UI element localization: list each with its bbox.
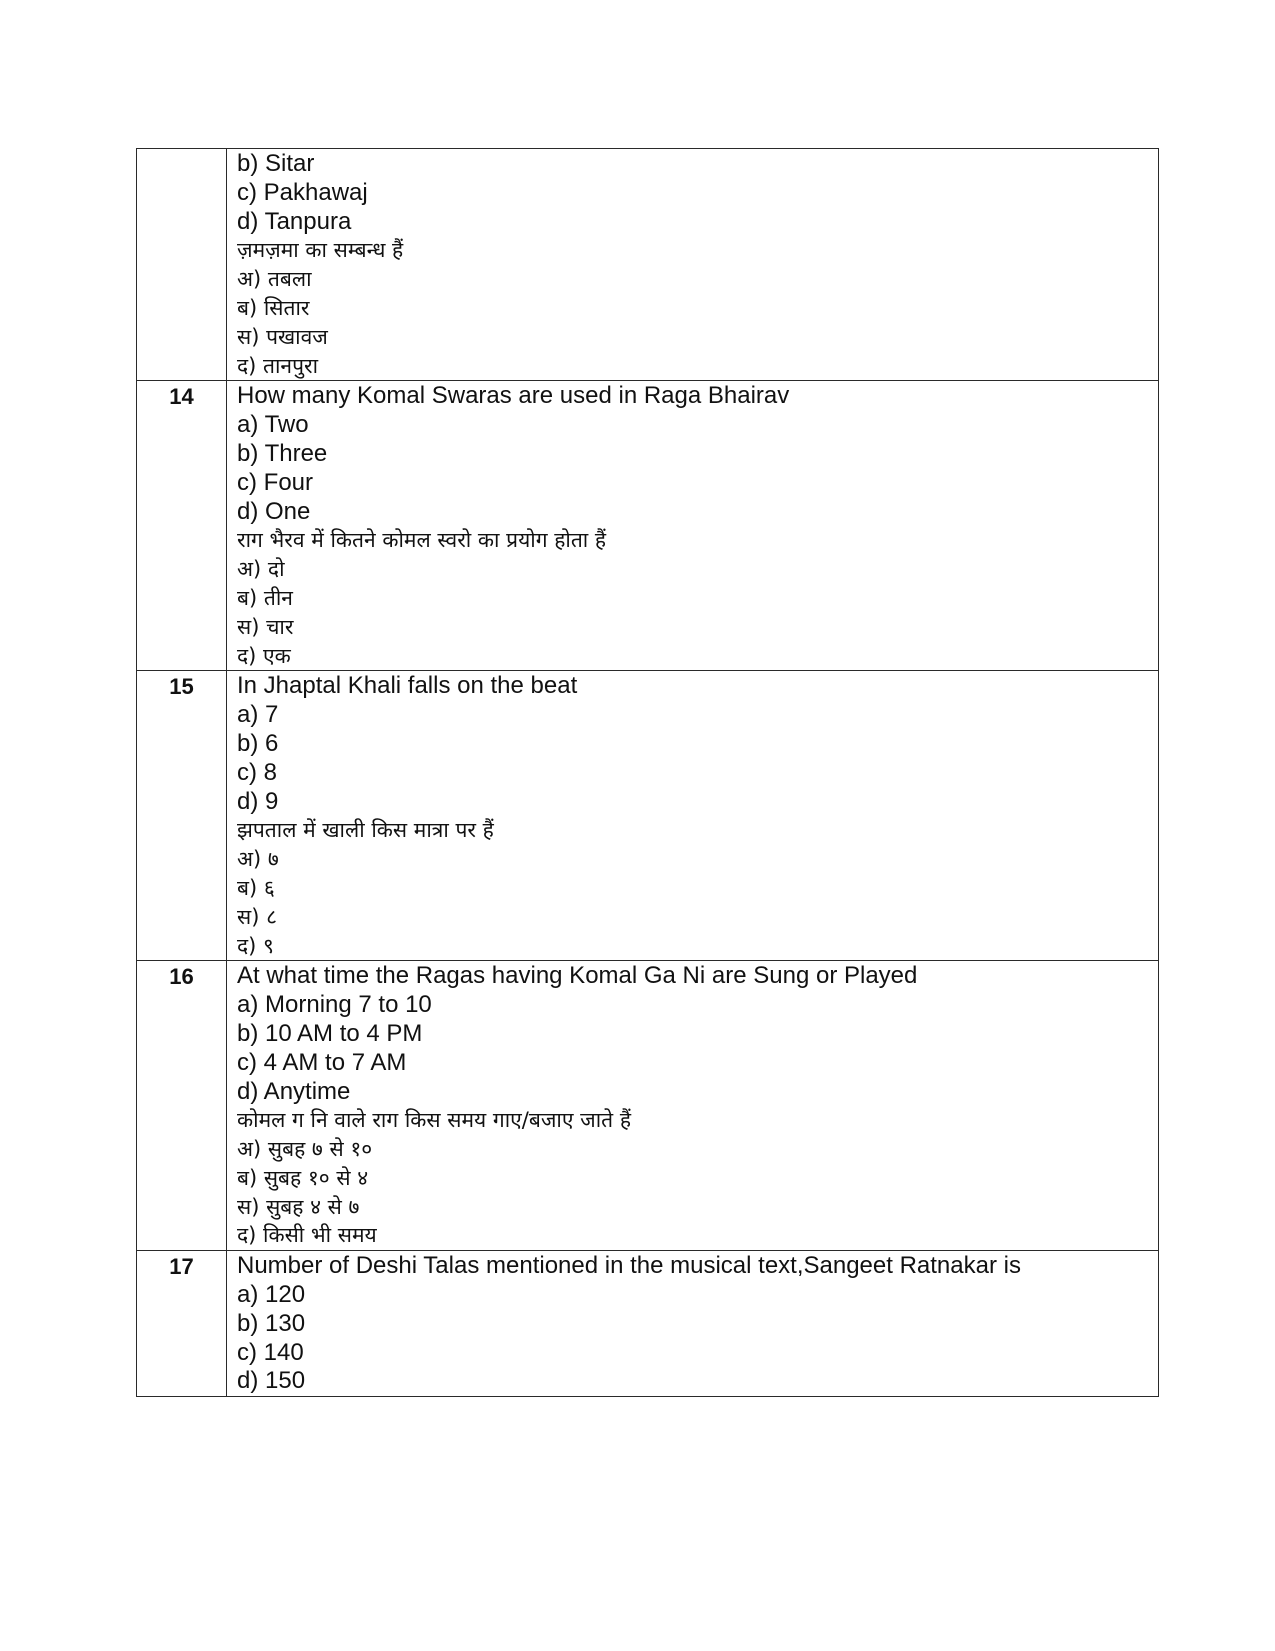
option-text-en: c) Pakhawaj [237,178,368,206]
question-text-hi: कोमल ग नि वाले राग किस समय गाए/बजाए जाते हैं [237,1108,631,1133]
option-text-en: a) 7 [237,701,279,729]
option-text-en: c) Four [237,468,314,496]
option-text-hi: ब) तीन [237,585,293,610]
question-text-hi: झपताल में खाली किस मात्रा पर हैं [237,818,494,843]
option-text-en: b) 10 AM to 4 PM [237,1019,423,1047]
option-text-hi: ब) ६ [237,875,275,900]
option-text-hi: स) पखावज [237,324,328,349]
option-text-en: b) Three [237,439,328,467]
question-table [136,148,1159,1397]
question-text-en: How many Komal Swaras are used in Raga Bhairav [237,382,790,410]
question-number: 14 [137,381,227,671]
question-content [227,961,1159,1251]
question-text-hi: राग भैरव में कितने कोमल स्वरो का प्रयोग होता हैं [237,528,607,553]
question-content [227,149,1159,381]
option-text-en: c) 140 [237,1338,304,1366]
option-text-hi: द) ९ [237,933,274,958]
option-text-en: a) Morning 7 to 10 [237,991,432,1019]
question-row [137,671,1159,961]
option-text-en: d) 150 [237,1367,306,1395]
question-row [137,149,1159,381]
option-text-en: d) Anytime [237,1077,351,1105]
option-text-en: b) 130 [237,1309,306,1337]
question-content [227,381,1159,671]
option-text-hi: अ) दो [237,557,285,582]
question-row [137,961,1159,1251]
option-text-en: a) Two [237,411,309,439]
question-text-en: In Jhaptal Khali falls on the beat [237,672,578,700]
option-text-en: c) 8 [237,758,278,786]
question-content [227,671,1159,961]
option-text-hi: ब) सुबह १० से ४ [237,1165,369,1190]
question-text-en: At what time the Ragas having Komal Ga Ni are Sung or Played [237,962,918,990]
option-text-hi: द) किसी भी समय [237,1223,377,1248]
question-number: 16 [137,961,227,1251]
question-row [137,381,1159,671]
question-text-hi: ज़मज़मा का सम्बन्ध हैं [237,238,404,263]
question-number: 17 [137,1251,227,1397]
option-text-hi: द) एक [237,643,291,668]
question-number [137,149,227,381]
option-text-hi: ब) सितार [237,295,310,320]
option-text-en: d) 9 [237,787,279,815]
option-text-en: a) 120 [237,1281,306,1309]
question-number: 15 [137,671,227,961]
option-text-hi: स) सुबह ४ से ७ [237,1194,360,1219]
option-text-en: b) 6 [237,729,279,757]
option-text-hi: अ) सुबह ७ से १० [237,1137,373,1162]
question-table-body [137,149,1159,1397]
option-text-en: c) 4 AM to 7 AM [237,1048,407,1076]
question-row [137,1251,1159,1397]
option-text-en: d) Tanpura [237,207,352,235]
option-text-hi: स) चार [237,614,294,639]
option-text-en: d) One [237,497,311,525]
option-text-hi: द) तानपुरा [237,353,319,378]
option-text-hi: स) ८ [237,904,277,929]
question-content [227,1251,1159,1397]
option-text-hi: अ) तबला [237,267,312,292]
option-text-hi: अ) ७ [237,847,279,872]
question-text-en: Number of Deshi Talas mentioned in the musical text,Sangeet Ratnakar is [237,1252,1021,1280]
option-text-en: b) Sitar [237,150,315,177]
